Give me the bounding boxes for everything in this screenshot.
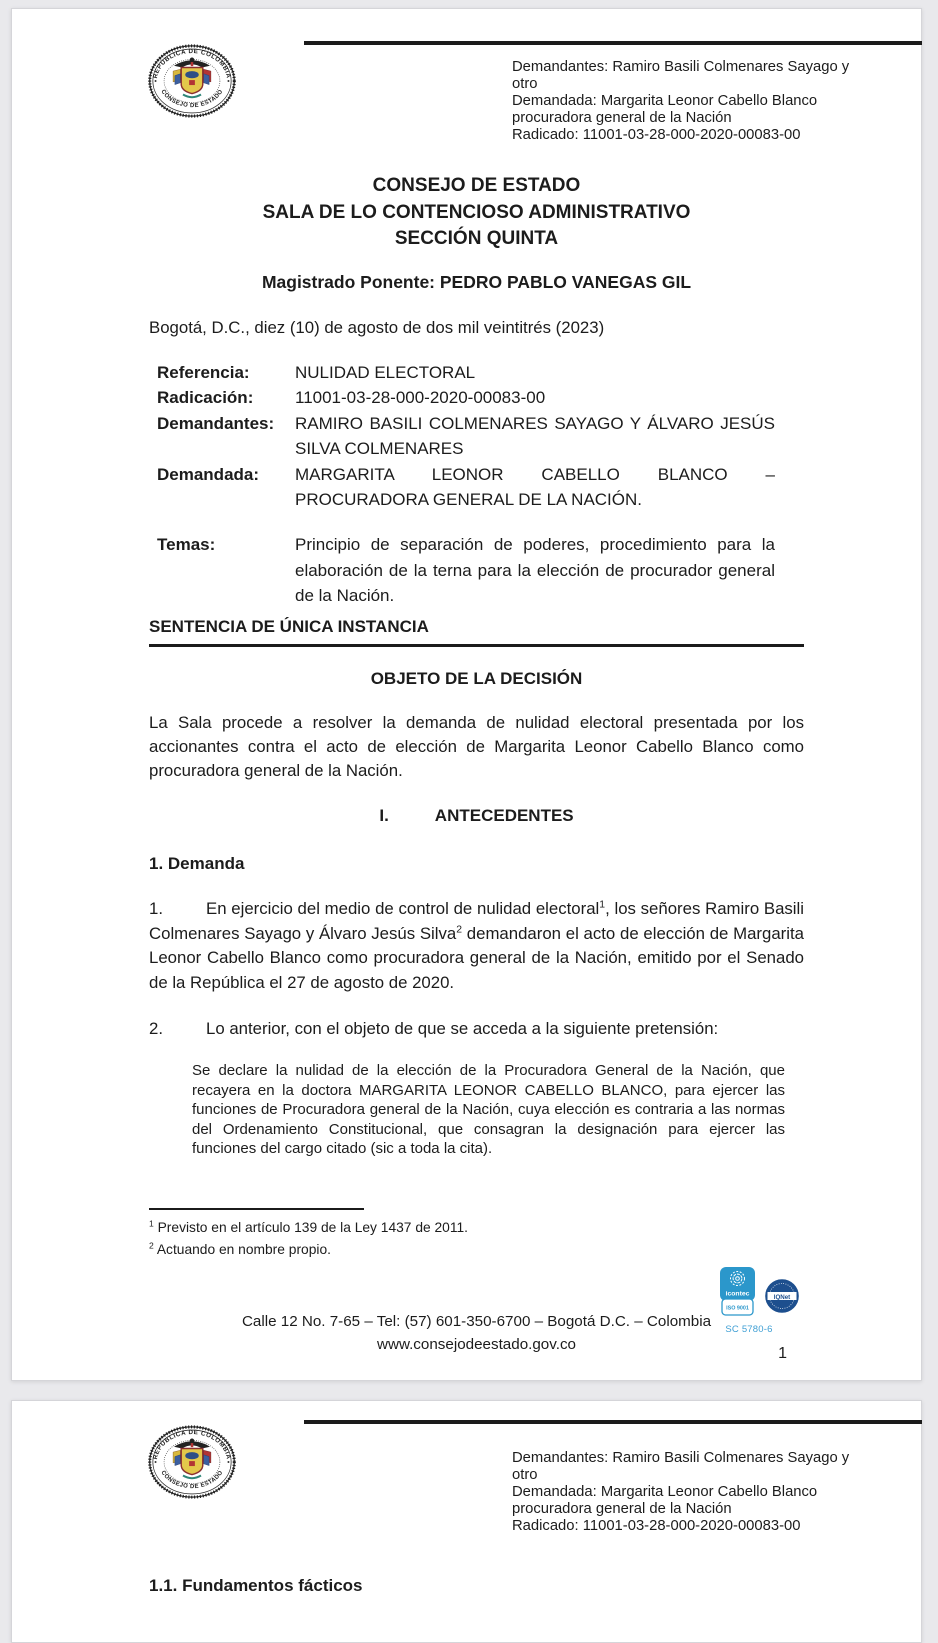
seal-bottom-text: CONSEJO DE ESTADO [159, 88, 225, 110]
case-header [512, 59, 872, 144]
table-row [157, 360, 785, 385]
row-label: Demandantes: [157, 413, 275, 433]
demanda-heading: 1. Demanda [149, 854, 245, 873]
table-row [157, 411, 785, 462]
row-value: 11001-03-28-000-2020-00083-00 [295, 388, 546, 408]
case-header-line: procuradora general de la Nación [512, 1501, 732, 1518]
consejo-de-estado-seal [147, 43, 237, 119]
case-header-line: Demandada: Margarita Leonor Cabello Blanco [512, 1484, 818, 1501]
icontec-label: icontec [725, 1290, 750, 1298]
court-name: CONSEJO DE ESTADO [372, 175, 581, 196]
row-value: RAMIRO BASILI COLMENARES SAYAGO Y ÁLVARO JESÚS SILVA COLMENARES [295, 413, 775, 459]
paragraph-text: , los señores Ramiro Basili Colmenares Sayago y Álvaro Jesús Silva [149, 899, 804, 943]
footer-address: Calle 12 No. 7-65 – Tel: (57) 601-350-6700 – Bogotá D.C. – Colombia [241, 1313, 712, 1330]
court-section: SECCIÓN QUINTA [394, 228, 559, 249]
table-row [157, 462, 785, 513]
header-rule [304, 1420, 922, 1424]
city-date-line: Bogotá, D.C., diez (10) de agosto de dos mil veintitrés (2023) [149, 318, 605, 337]
footnote-ref-1: 1 [599, 899, 606, 911]
paragraph-number: 1. [149, 899, 163, 918]
case-header-line: Radicado: 11001-03-28-000-2020-00083-00 [512, 127, 801, 144]
sentencia-heading: SENTENCIA DE ÚNICA INSTANCIA [149, 617, 429, 636]
footnote-text: Previsto en el artículo 139 de la Ley 1437 de 2011. [157, 1220, 468, 1235]
case-header-line: otro [512, 76, 538, 93]
paragraph-text: demandaron el acto de elección de Margarita Leonor Cabello Blanco como procuradora general de la Nación, emitido por el Senado de la República el 27 de agosto de 2020. [149, 923, 804, 992]
consejo-de-estado-seal [147, 1424, 237, 1500]
paragraph-number: 2. [149, 1019, 163, 1038]
footnote-number: 1 [149, 1218, 154, 1229]
footnotes [149, 1217, 749, 1261]
antecedentes-title: ANTECEDENTES [434, 806, 574, 825]
row-label: Demandada: [157, 464, 260, 484]
iqnet-badge [765, 1279, 799, 1313]
case-header-line: Demandantes: Ramiro Basili Colmenares Sayago y [512, 1450, 850, 1466]
paragraph-text: Lo anterior, con el objeto de que se acceda a la siguiente pretensión: [206, 1019, 719, 1038]
footer-website: www.consejodeestado.gov.co [377, 1335, 576, 1353]
document-page-1 [11, 8, 922, 1381]
court-chamber: SALA DE LO CONTENCIOSO ADMINISTRATIVO [262, 201, 691, 223]
case-header-line: Demandantes: Ramiro Basili Colmenares Sayago y [512, 59, 850, 75]
paragraph-2 [149, 1017, 804, 1042]
magistrado-ponente: Magistrado Ponente: PEDRO PABLO VANEGAS GIL [261, 272, 692, 292]
row-value: MARGARITA LEONOR CABELLO BLANCO – PROCURADORA GENERAL DE LA NACIÓN. [295, 464, 775, 510]
antecedentes-heading [149, 806, 804, 826]
row-label: Radicación: [157, 388, 254, 408]
sentencia-underline [149, 644, 804, 647]
seal-bottom-text: CONSEJO DE ESTADO [159, 1469, 225, 1491]
iso-9001-label: ISO 9001 [726, 1305, 749, 1312]
footnote [149, 1217, 749, 1239]
case-header-line: procuradora general de la Nación [512, 110, 732, 127]
case-header-line: otro [512, 1467, 538, 1484]
header-rule [304, 41, 922, 45]
row-label: Referencia: [157, 363, 250, 382]
case-header-line: Demandada: Margarita Leonor Cabello Blanco [512, 93, 818, 110]
footnote [149, 1239, 749, 1261]
table-row [157, 385, 785, 410]
case-header-line: Radicado: 11001-03-28-000-2020-00083-00 [512, 1518, 801, 1535]
footnote-text: Actuando en nombre propio. [156, 1242, 331, 1257]
page-number: 1 [778, 1345, 787, 1362]
iqnet-label: IQNet [773, 1293, 791, 1301]
antecedentes-numeral: I. [379, 806, 389, 825]
fundamentos-facticos-heading: 1.1. Fundamentos fácticos [149, 1576, 363, 1595]
footnote-number: 2 [149, 1240, 154, 1251]
court-title [149, 173, 804, 253]
seal-top-text: REPÚBLICA DE COLOMBIA [151, 48, 233, 80]
icontec-certificate-code: SC 5780-6 [725, 1324, 773, 1335]
case-header [512, 1450, 872, 1535]
reference-table [157, 360, 785, 609]
objeto-paragraph: La Sala procede a resolver la demanda de nulidad electoral presentada por los accionantes contra el acto de elección de Margarita Leonor Cabello Blanco como procuradora general de la Nación. [149, 713, 804, 780]
pretension-quote: Se declare la nulidad de la elección de la Procuradora General de la Nación, que recayera en la doctora MARGARITA LEONOR CABELLO BLANCO, para ejercer las funciones de Procuradora general de la Nación, cuya elección es contraria a las normas del Ordenamiento Constitucional, que consagran la designación para ejercer las funciones del cargo citado (sic a toda la cita). [192, 1062, 785, 1158]
footnote-separator [149, 1208, 364, 1210]
paragraph-text: En ejercicio del medio de control de nulidad electoral [206, 899, 600, 918]
footnote-ref-2: 2 [456, 924, 463, 935]
paragraph-1 [149, 897, 804, 995]
row-label: Temas: [157, 535, 216, 555]
objeto-heading: OBJETO DE LA DECISIÓN [370, 669, 583, 688]
table-row [157, 532, 785, 608]
row-value: Principio de separación de poderes, procedimiento para la elaboración de la terna para la elección de procurador general de la Nación. [295, 535, 775, 606]
row-value: NULIDAD ELECTORAL [295, 363, 476, 382]
document-page-2 [11, 1400, 922, 1643]
seal-top-text: REPÚBLICA DE COLOMBIA [151, 1429, 233, 1461]
icontec-iso-badge [719, 1267, 756, 1317]
